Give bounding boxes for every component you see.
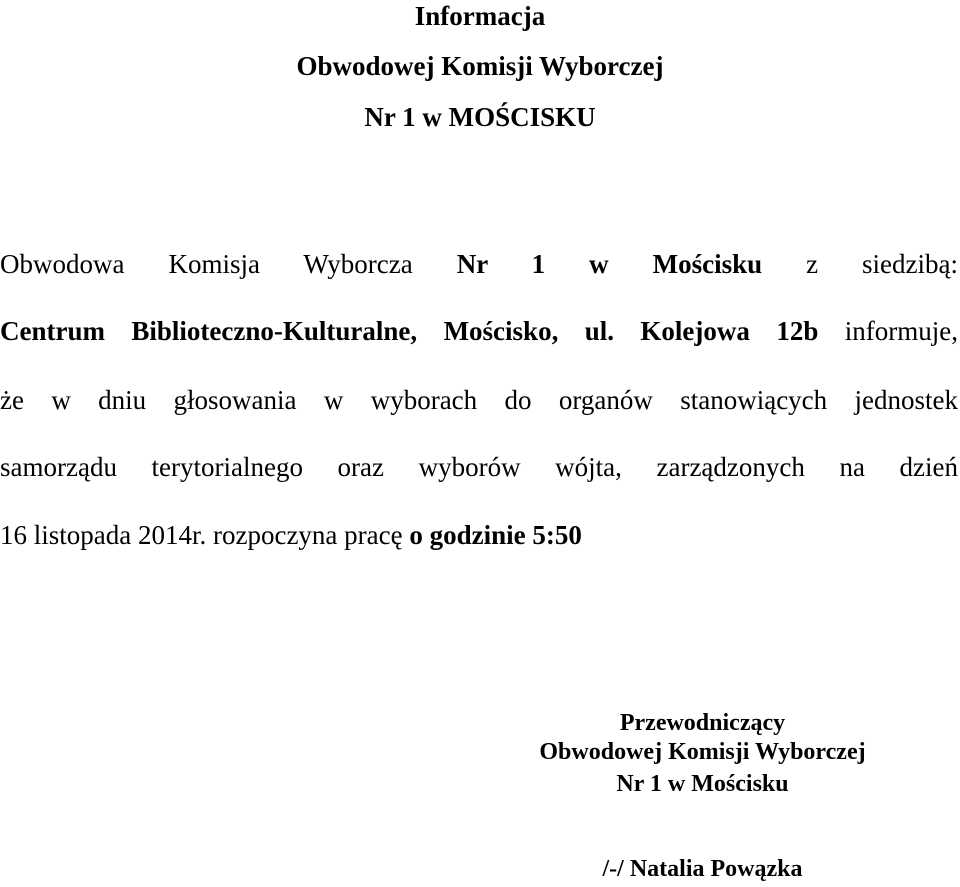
body-line-4: samorządu terytorialnego oraz wyborów wójta, zarządzonych na dzień (0, 452, 958, 482)
signature-unit: Nr 1 w Mościsku (616, 771, 789, 797)
document-title: Informacja (414, 1, 546, 31)
body-text: informuje, (818, 316, 958, 346)
body-text: 16 listopada 2014r. rozpoczyna pracę (0, 520, 410, 550)
signature-name: /-/ Natalia Powązka (602, 856, 803, 882)
body-text: Obwodowa Komisja Wyborcza (0, 249, 457, 279)
body-line-3: że w dniu głosowania w wyborach do organów stanowiących jednostek (0, 385, 958, 415)
body-text: z siedzibą: (762, 249, 959, 279)
signature-commission: Obwodowej Komisji Wyborczej (539, 739, 866, 765)
body-line-1 (0, 248, 958, 280)
signature-role: Przewodniczący (619, 710, 786, 736)
document-subtitle: Obwodowej Komisji Wyborczej (296, 51, 664, 81)
commission-name: Nr 1 w Mościsku (456, 249, 763, 279)
opening-time: o godzinie 5:50 (409, 520, 582, 550)
commission-number: Nr 1 w MOŚCISKU (364, 102, 596, 132)
body-line-5 (0, 519, 958, 551)
commission-address: Centrum Biblioteczno-Kulturalne, Mościsko, ul. Kolejowa 12b (0, 316, 819, 346)
body-line-2 (0, 315, 958, 347)
